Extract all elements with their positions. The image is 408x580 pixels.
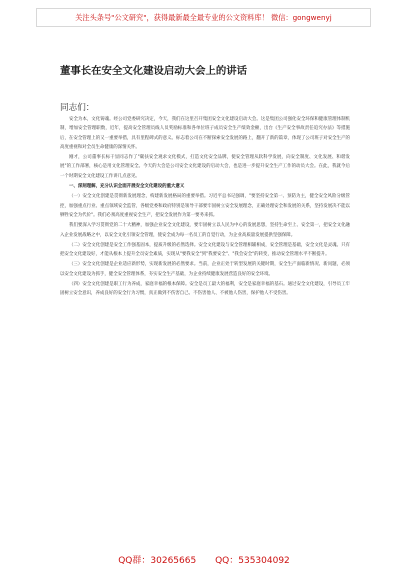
body-paragraph: 我们要深入学习贯彻党的二十大精神，加强企业安全文化建设，要牢固树立以人民为中心的发展思想，坚持生命至上、安全第一，把安全文化融入企业发展战略之中，以安全文化引领安全管理，使安全成为每一名员工的自觉行动，为企业高质量发展提供坚强保障。 [60,223,350,238]
footer-qq-group: QQ群：30265665 [118,556,197,566]
body-paragraph: （二）安全文化创建是安全工作强基固本，提质升级的必然选择。安全文化建设与安全管理相辅相成，安全管理是基础，安全文化是灵魂。只有把安全文化建设好，才能从根本上提升全员安全素质，实现从"要我安全"到"我要安全"、"我会安全"的转变，推动安全管理水平不断提升。 [60,242,350,258]
body-paragraph: 安全为本，文化铸魂。经公司党委研究决定，今天，我们在这里召开集团安全文化建设启动大会。这是集团公司强化安全环保和健康管理体制机制，增加安全管理职数，近年，提高安全管理员线人员奖励标准和各单位班子成员安全生产绩效金额，出台《生产安全事故责任追究办法》等措施后，在安全管理上的又一重要举措，具有里程碑式的意义。标志着公司在不断探索安全发展的路上，翻开了新的篇章，体现了公司班子对安全生产的高度重视和对全员生命健康的深情关怀。 [60,117,350,150]
promo-banner: 关注头条号"公文研究"，获得最新最全最专业的公文资料库！ 微信：gongwenyj [36,8,371,27]
body-paragraph: （一）安全文化创建是贯彻新发展理念，构建新发展格局的重要举措。习近平总书记强调，"要坚持安全第一、预防为主，健全安全风险分级管控，加强重点行业、重点领域安全监管，各级党委和政府特别是领导干部要牢固树立安全发展理念，正确处理安全和发展的关系，坚持发展决不能以牺牲安全为代价"。我们必须高度重视安全生产，把安全发展作为第一要务来抓。 [60,194,350,218]
footer-contact [0,553,408,566]
body-paragraph: （三）安全文化创建是企业适应新形势，实现新发展的必然要求。当前，企业正处于转型发展的关键时期，安全生产面临新情况、新问题，必须以安全文化建设为抓手，健全安全管理体系，夯实安全生产基础，为企业持续健康发展营造良好的安全环境。 [60,262,350,277]
footer-qq: QQ：535304092 [215,556,290,566]
section-heading: 一、深刻理解，充分认识全面开展安全文化建设的重大意义 [69,184,185,190]
greeting: 同志们： [60,103,95,113]
page-title: 董事长在安全文化建设启动大会上的讲话 [60,65,248,77]
speech-body [60,115,350,540]
body-paragraph: （四）安全文化创建是职工行为养成，家庭幸福的根本保障。安全是员工最大的福利，安全是家庭幸福的基石。通过安全文化建设，引导员工牢固树立安全意识，养成良好的安全行为习惯，真正做到不伤害自己、不伤害他人、不被他人伤害，保护他人不受伤害。 [60,282,350,297]
body-paragraph: 刚才，公司董事长标干显同志作了"碳扶安全观求文化模式，打造文化安全品牌，使安全管理从软科学发展，向安全制度、文化发展、和谐发展"的工作部署，核心是用文化管理安全。今天的大会是公司安全文化建设的启动大会，也是进一步提升安全生产工作的动员大会。在此，我就今后一个时期安全文化建设工作讲几点意见。 [60,155,350,179]
